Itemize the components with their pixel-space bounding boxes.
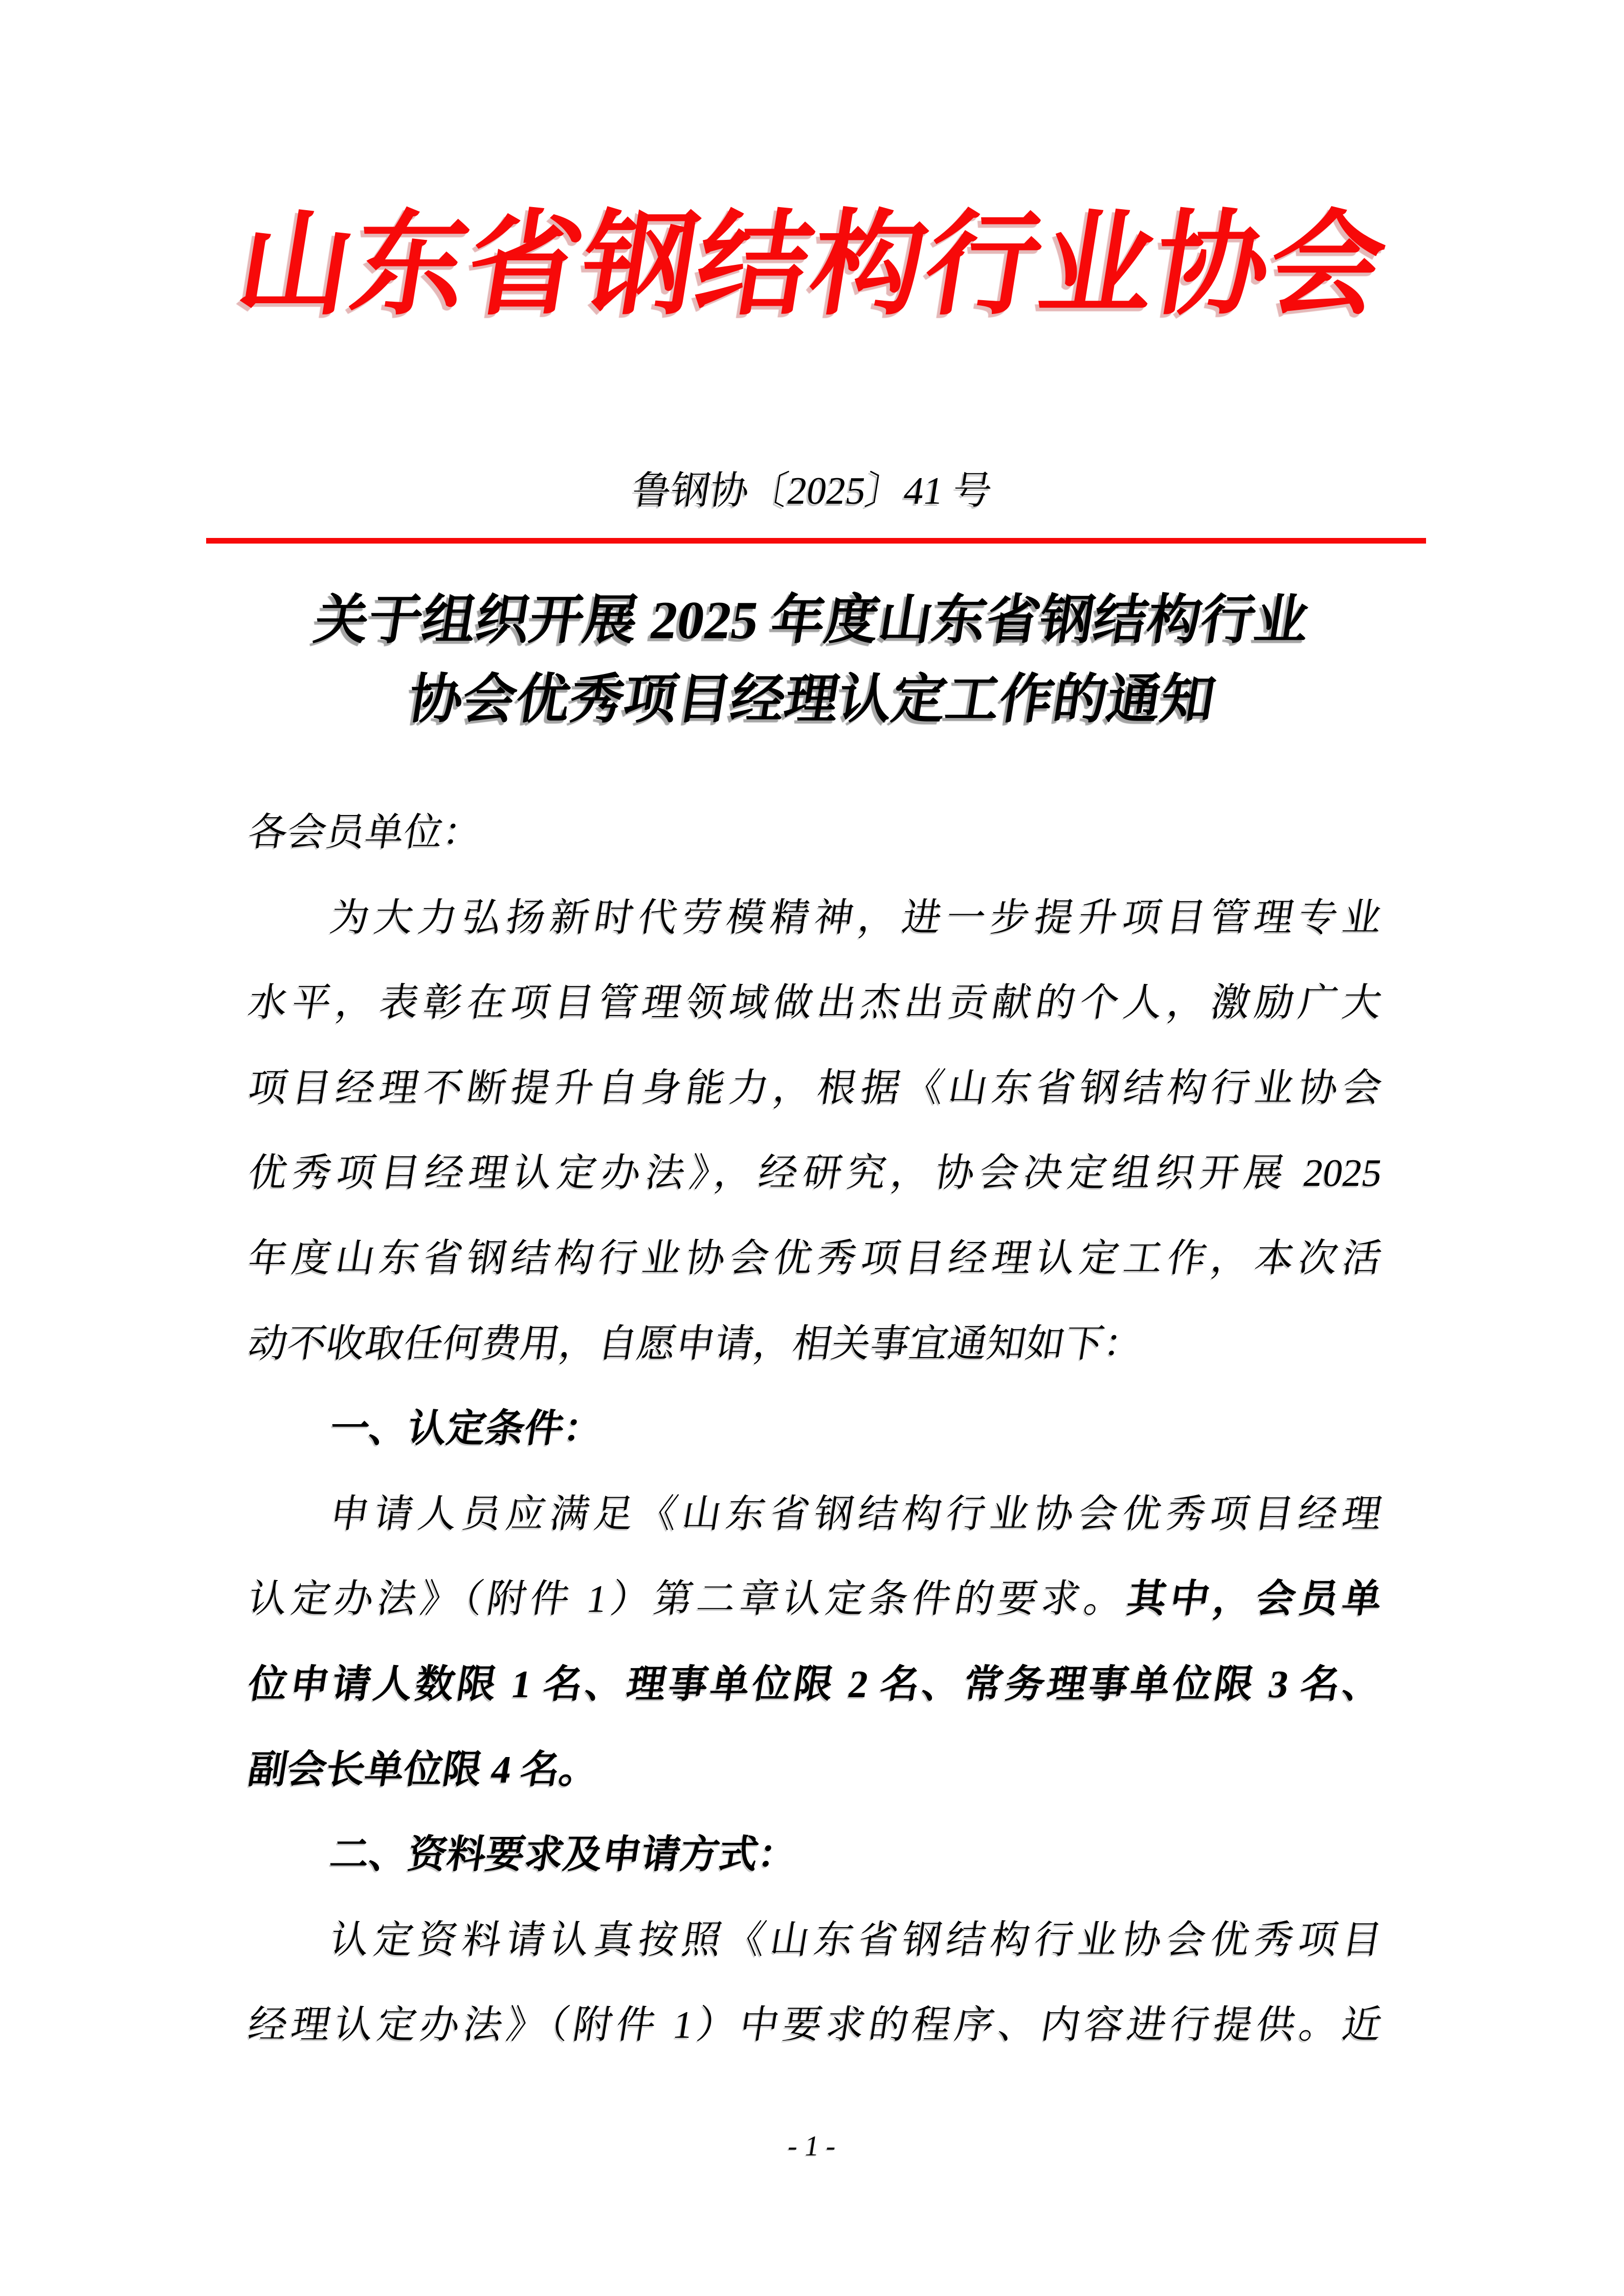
- paragraph-line-bold-part: 其中，会员单: [1124, 1578, 1385, 1621]
- paragraph-line: 经理认定办法》（附件 1）中要求的程序、内容进行提供。近: [245, 2004, 1385, 2047]
- paragraph-line-with-bold: [242, 1557, 1388, 1642]
- notice-body: [245, 790, 1385, 2068]
- paragraph-line: 申请人员应满足《山东省钢结构行业协会优秀项目经理: [327, 1492, 1385, 1536]
- notice-title-line-1: 关于组织开展 2025 年度山东省钢结构行业: [310, 590, 1314, 650]
- paragraph-line: 优秀项目经理认定办法》，经研究，协会决定组织开展 2025: [245, 1152, 1385, 1195]
- paragraph-line: 位申请人数限 1 名、理事单位限 2 名、常务理事单位限 3 名、: [245, 1662, 1385, 1706]
- org-masthead-title: 山东省钢结构行业协会: [229, 203, 1395, 329]
- paragraph-line: 副会长单位限 4 名。: [245, 1748, 602, 1791]
- section-heading-1: 一、认定条件：: [327, 1407, 606, 1451]
- doc-reference-number: 鲁钢协〔2025〕41 号: [629, 469, 995, 512]
- section-heading-2: 二、资料要求及申请方式：: [327, 1833, 800, 1877]
- red-separator-line: [206, 538, 1426, 544]
- notice-title-line-2: 协会优秀项目经理认定工作的通知: [404, 669, 1220, 729]
- page-number: - 1 -: [785, 2130, 839, 2162]
- paragraph-line: 水平，表彰在项目管理领域做出杰出贡献的个人，激励广大: [245, 981, 1385, 1025]
- paragraph-line: 认定资料请认真按照《山东省钢结构行业协会优秀项目: [327, 1918, 1385, 1962]
- paragraph-line: 为大力弘扬新时代劳模精神，进一步提升项目管理专业: [327, 896, 1385, 939]
- notice-title: [122, 580, 1502, 739]
- paragraph-line: 项目经理不断提升自身能力，根据《山东省钢结构行业协会: [245, 1066, 1385, 1110]
- salutation: 各会员单位：: [245, 811, 485, 854]
- paragraph-line: 年度山东省钢结构行业协会优秀项目经理认定工作，本次活: [245, 1236, 1385, 1280]
- paragraph-line: 动不收取任何费用，自愿申请，相关事宜通知如下：: [245, 1322, 1146, 1365]
- paragraph-line-normal-part: 认定办法》（附件 1）第二章认定条件的要求。: [245, 1578, 1131, 1621]
